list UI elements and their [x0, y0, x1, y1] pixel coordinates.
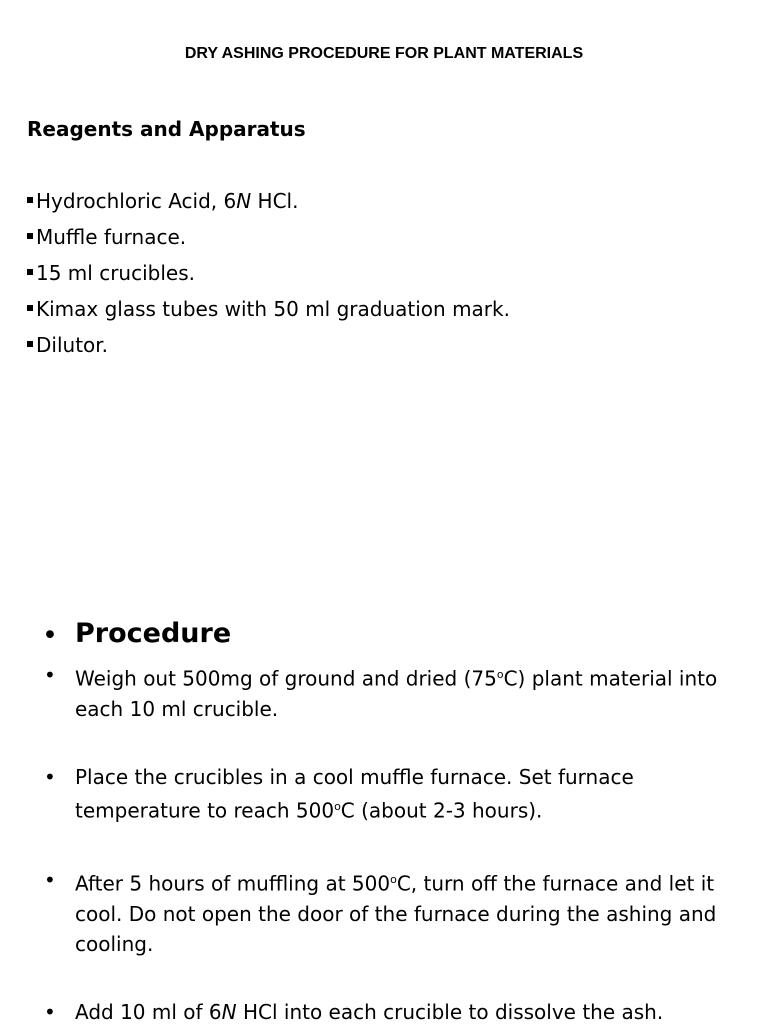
- procedure-step-2: Place the crucibles in a cool muffle furnace. Set furnace temperature to reach 500$^o$C (about 2-3 hours).: [75, 765, 634, 823]
- bullet-icon: •: [44, 1000, 56, 1024]
- reagent-item: 15 ml crucibles.: [27, 260, 510, 296]
- bullet-icon: •: [44, 663, 56, 687]
- document-title: DRY ASHING PROCEDURE FOR PLANT MATERIALS: [184, 45, 584, 62]
- procedure-step-1: Weigh out 500mg of ground and dried (75$^o$C) plant material into each 10 ml crucible.: [75, 666, 718, 721]
- square-bullet-icon: [27, 197, 33, 203]
- bullet-icon: •: [44, 765, 56, 789]
- procedure-step-3: After 5 hours of muffling at 500$^o$C, turn off the furnace and let it cool. Do not open the door of the furnace during the ashing and cooling.: [75, 871, 717, 956]
- reagent-item: Dilutor.: [27, 332, 510, 368]
- reagents-list: [27, 188, 510, 368]
- reagent-item: Kimax glass tubes with 50 ml graduation mark.: [27, 296, 510, 332]
- reagent-item: Hydrochloric Acid, 6N HCl.: [27, 188, 510, 224]
- procedure-heading: Procedure: [75, 618, 232, 649]
- reagent-item: Muffle furnace.: [27, 224, 510, 260]
- square-bullet-icon: [27, 269, 33, 275]
- square-bullet-icon: [27, 305, 33, 311]
- bullet-icon: •: [42, 620, 58, 651]
- square-bullet-icon: [27, 341, 33, 347]
- procedure-step-4: Add 10 ml of 6N HCl into each crucible to dissolve the ash.: [75, 1000, 664, 1024]
- reagents-heading: Reagents and Apparatus: [27, 117, 306, 141]
- bullet-icon: •: [44, 868, 56, 892]
- square-bullet-icon: [27, 233, 33, 239]
